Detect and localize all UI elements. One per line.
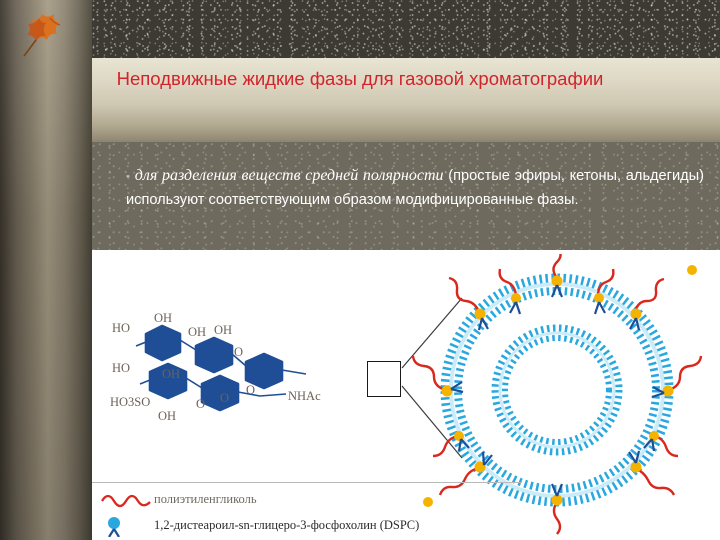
legend-item-peg — [100, 486, 520, 512]
svg-text:OH: OH — [188, 325, 207, 339]
legend-label-dspc: 1,2-дистеароил-sn-глицеро-3-фосфохолин (DSPC) — [154, 517, 420, 532]
svg-text:O: O — [246, 383, 256, 397]
peg-squiggle-icon — [100, 489, 154, 509]
svg-text:OH: OH — [158, 409, 177, 423]
svg-text:O: O — [196, 397, 206, 411]
body-rest: (простые эфиры, кетоны, альдегиды) используют соответствующим образом модифицированные фазы. — [126, 168, 705, 208]
figure-area — [92, 250, 720, 540]
svg-text:HO: HO — [112, 361, 131, 375]
svg-text:OH: OH — [154, 311, 173, 325]
legend-label-peg: полиэтиленгликоль — [154, 491, 257, 506]
legend-item-dspc — [100, 512, 520, 538]
svg-text:NHAc: NHAc — [288, 389, 321, 403]
body-dash: - — [126, 168, 130, 182]
lipid-icon — [100, 515, 154, 535]
svg-text:OH: OH — [214, 323, 233, 337]
body-emphasis: для разделения веществ средней полярности — [134, 167, 444, 184]
top-texture-strip — [92, 0, 720, 58]
leaf-icon — [12, 8, 70, 60]
body-paragraph — [126, 163, 704, 212]
svg-text:OH: OH — [162, 367, 181, 381]
legend-divider — [92, 482, 522, 483]
svg-text:HO3SO: HO3SO — [110, 395, 151, 409]
figure-legend — [100, 486, 520, 538]
left-band-shading — [0, 0, 92, 540]
page-title: Неподвижные жидкие фазы для газовой хроматографии — [116, 68, 604, 89]
polysaccharide-structure-diagram — [110, 310, 370, 440]
svg-text:O: O — [220, 391, 230, 405]
svg-text:HO: HO — [112, 321, 131, 335]
svg-text:O: O — [234, 345, 244, 359]
